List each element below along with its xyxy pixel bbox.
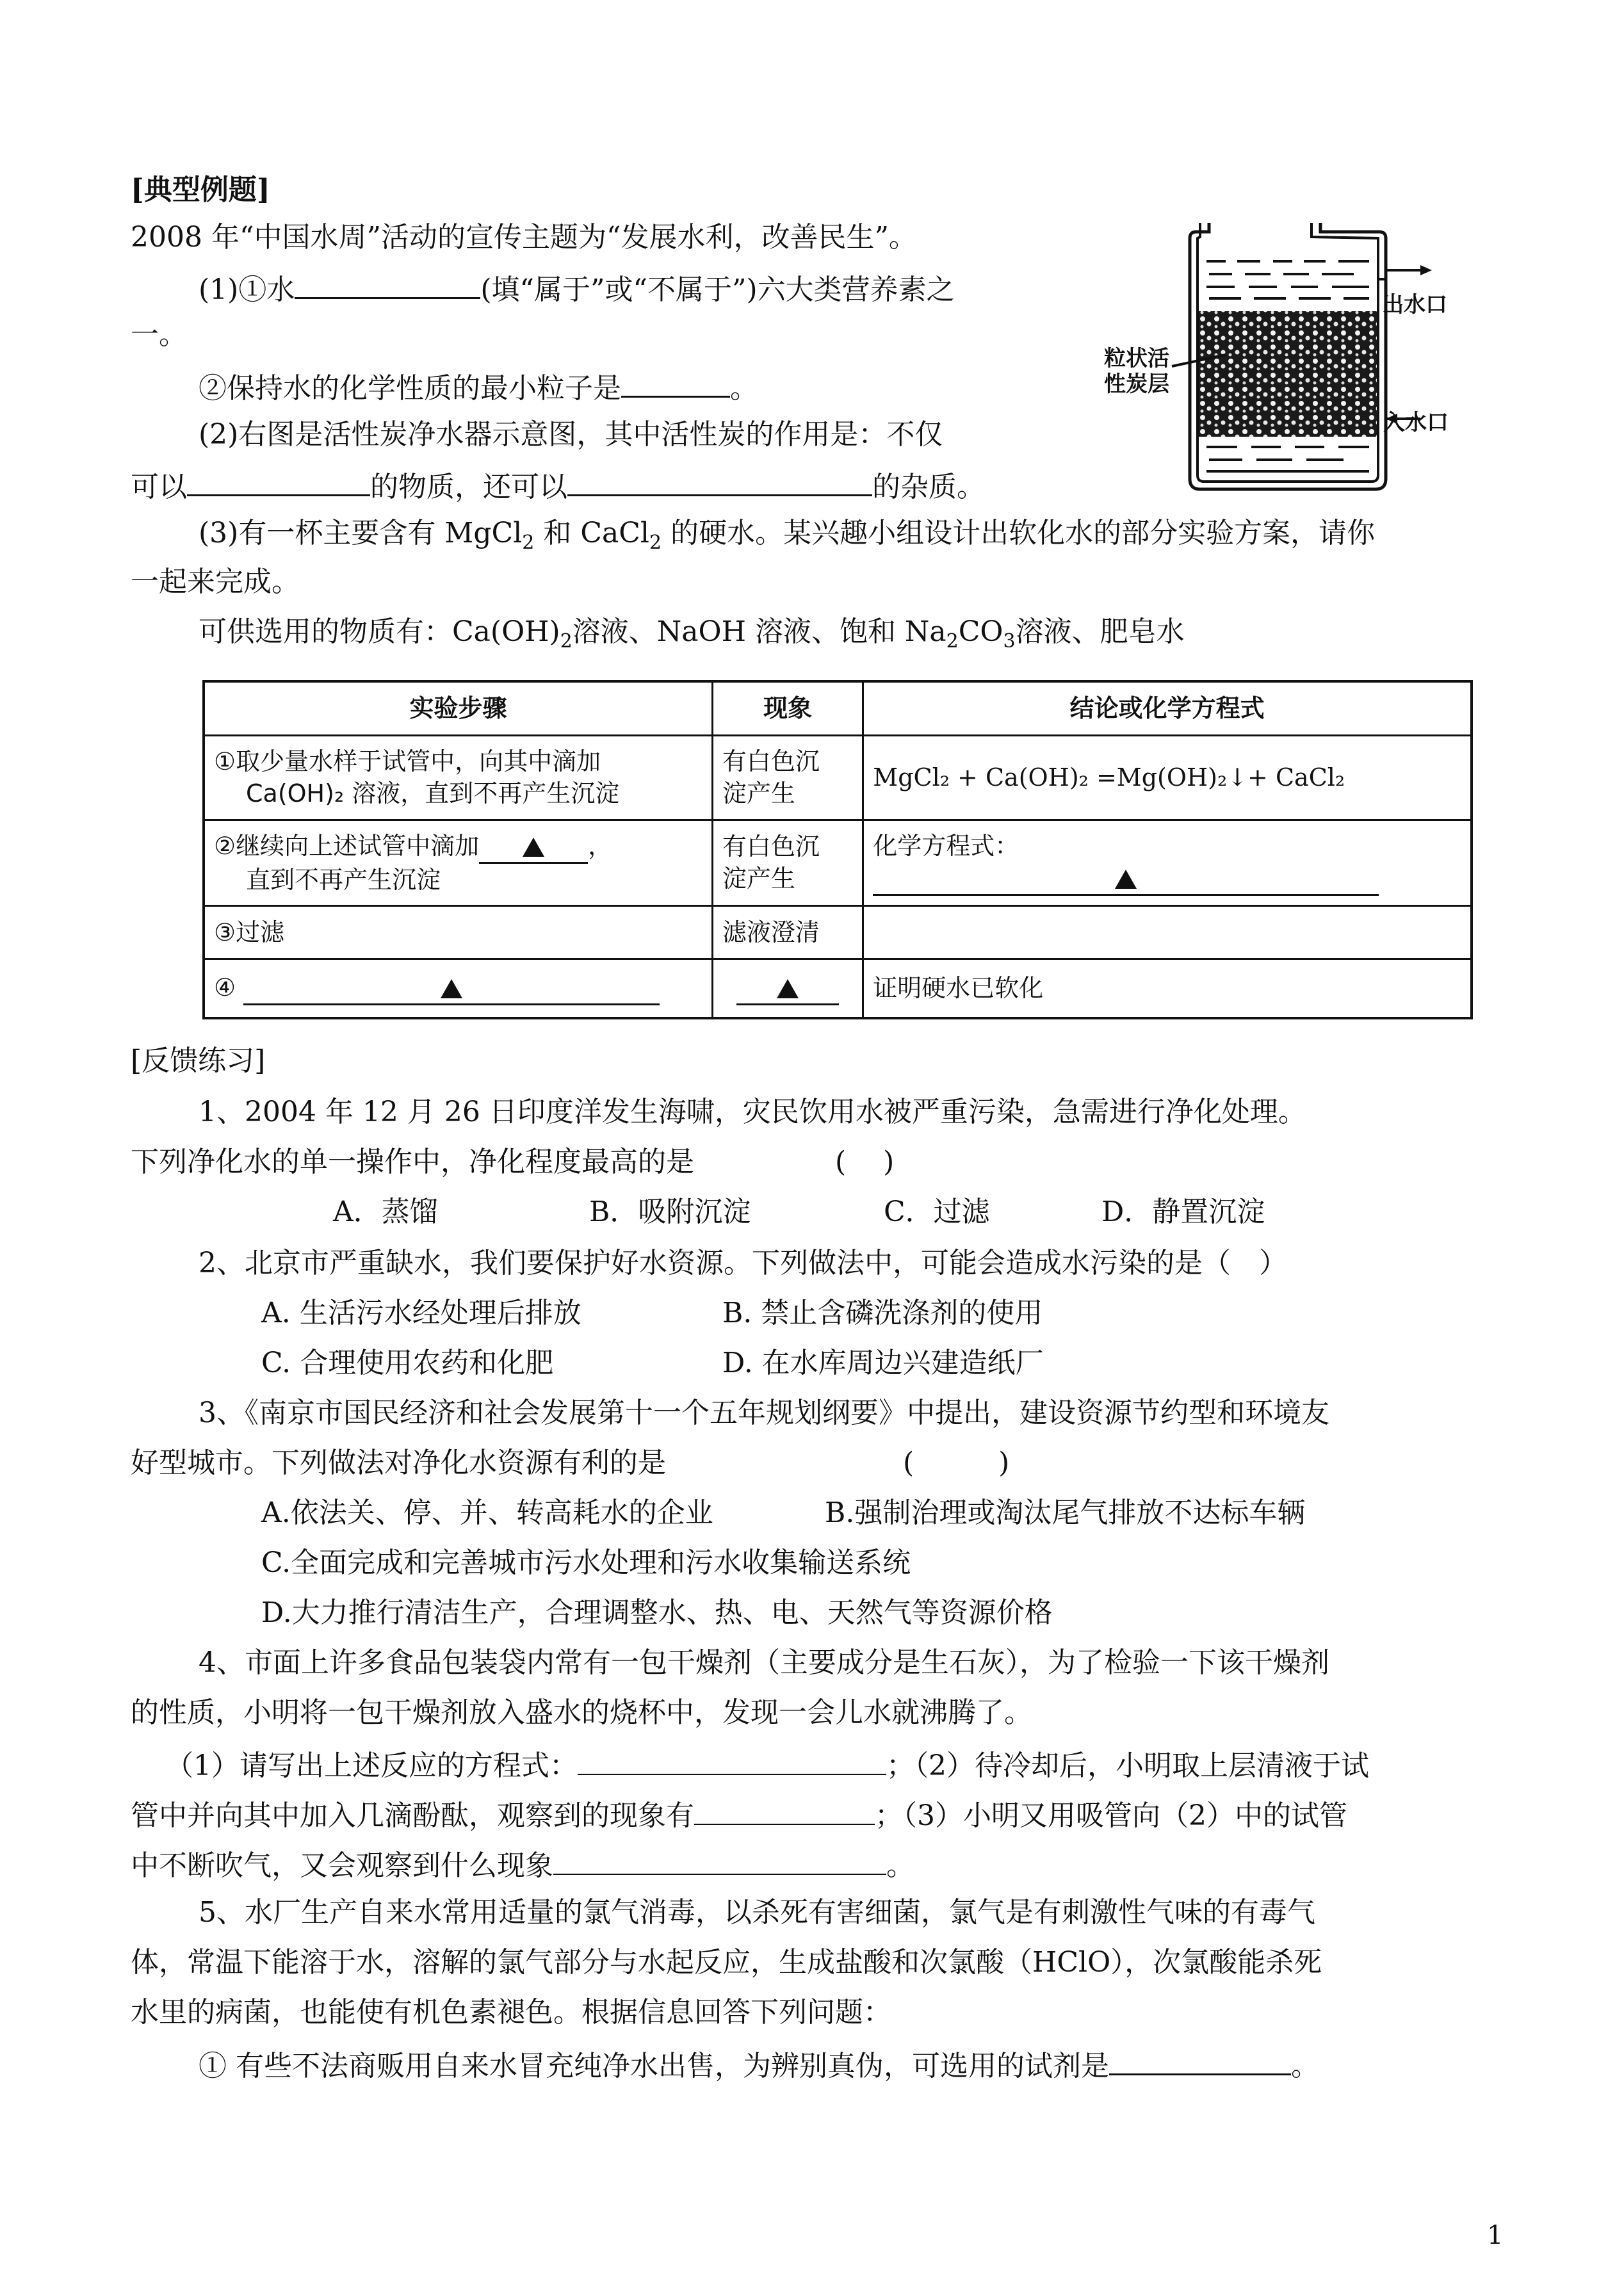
problem-1-options	[333, 1194, 1265, 1231]
p4-text-c: 管中并向其中加入几滴酚酞，观察到的现象有	[131, 1799, 694, 1832]
subscript: 3	[1003, 629, 1016, 653]
problem-3-line2	[131, 1445, 1009, 1482]
row2-phenomenon	[712, 820, 863, 905]
row1-phenomenon	[712, 735, 863, 820]
q2-text-c: 的杂质。	[872, 471, 985, 503]
section-title-example: [典型例题]	[131, 174, 270, 206]
q3-text-c: 的硬水。某兴趣小组设计出软化水的部分实验方案，请你	[662, 517, 1376, 549]
answer-blank	[621, 366, 730, 398]
row3-step: ③过滤	[204, 905, 712, 959]
answer-blank	[1109, 2044, 1291, 2075]
option-d: D．静置沉淀	[1101, 1196, 1265, 1228]
row1-step-line1: ①取少量水样于试管中，向其中滴加	[214, 747, 601, 776]
problem-1-line1: 1、2004 年 12 月 26 日印度洋发生海啸，灾民饮用水被严重污染，急需进行净化处理。	[199, 1096, 1306, 1128]
row1-step	[204, 735, 712, 820]
answer-blank	[187, 465, 370, 496]
p4-text-e: 中不断吹气，又会观察到什么现象	[131, 1849, 553, 1882]
row3-phenomenon: 滤液澄清	[712, 905, 863, 959]
diagram-label-layer	[1104, 346, 1169, 397]
page-number: 1	[1487, 2221, 1504, 2250]
problem-2-line1: 2、北京市严重缺水，我们要保护好水资源。下列做法中，可能会造成水污染的是（ ）	[199, 1247, 1287, 1279]
materials-a: 可供选用的物质有：Ca(OH)	[199, 615, 560, 648]
q2-text-b: 的物质，还可以	[370, 471, 567, 503]
option-c: C. 合理使用农药和化肥	[261, 1347, 554, 1379]
answer-blank	[694, 1794, 875, 1825]
triangle-icon	[1115, 870, 1137, 889]
row2-phen-line2: 淀产生	[722, 864, 795, 893]
problem-1-line2	[131, 1144, 894, 1181]
triangle-icon	[777, 979, 799, 998]
row1-step-line2: Ca(OH)₂ 溶液，直到不再产生沉淀	[246, 779, 620, 808]
answer-blank	[567, 465, 872, 496]
intro-text: 2008 年“中国水周”活动的宣传主题为“发展水利，改善民生”。	[131, 221, 917, 254]
row2-concl-label: 化学方程式：	[873, 831, 1019, 860]
section-title-feedback: [反馈练习]	[131, 1044, 266, 1077]
table-row	[204, 905, 1472, 959]
q3-text-a: (3)有一杯主要含有 MgCl	[199, 517, 523, 549]
header-phenomenon: 现象	[712, 681, 863, 735]
subscript: 2	[946, 629, 959, 653]
problem-4-line4	[131, 1794, 1347, 1835]
row4-phenomenon	[712, 959, 863, 1018]
problem-4-line5	[131, 1844, 914, 1885]
problem-5-line2: 体，常温下能溶于水，溶解的氯气部分与水起反应，生成盐酸和次氯酸（HClO），次氯酸能杀死	[131, 1946, 1322, 1979]
problem-5-line3: 水里的病菌，也能使有机色素褪色。根据信息回答下列问题：	[131, 1996, 891, 2029]
question-1a-cont: 一。	[131, 318, 187, 351]
option-b: B.强制治理或淘汰尾气排放不达标车辆	[825, 1496, 1306, 1529]
problem-5-line1: 5、水厂生产自来水常用适量的氯气消毒，以杀死有害细菌，氯气是有刺激性气味的有毒气	[199, 1896, 1315, 1929]
row1-phen-line2: 淀产生	[722, 779, 795, 808]
answer-blank	[479, 830, 588, 864]
row2-step-line1: ②继续向上述试管中滴加	[214, 831, 480, 860]
materials-c: CO	[958, 615, 1003, 648]
problem-4-line1: 4、市面上许多食品包装袋内常有一包干燥剂（主要成分是生石灰），为了检验一下该干燥剂	[199, 1646, 1329, 1679]
option-d: D. 在水库周边兴建造纸厂	[722, 1347, 1044, 1379]
row2-step-line2: 直到不再产生沉淀	[246, 865, 441, 894]
table-row	[204, 820, 1472, 905]
option-b: B．吸附沉淀	[589, 1196, 751, 1228]
diagram-label-layer-2: 性炭层	[1104, 371, 1169, 397]
answer-blank	[553, 1844, 886, 1875]
problem-4-line2: 的性质，小明将一包干燥剂放入盛水的烧杯中，发现一会儿水就沸腾了。	[131, 1696, 1032, 1729]
answer-blank	[873, 862, 1379, 896]
row2-step	[204, 820, 712, 905]
materials-b: 溶液、NaOH 溶液、饱和 Na	[572, 615, 946, 648]
q1b-prefix: ②保持水的化学性质的最小粒子是	[199, 372, 621, 405]
table-row	[204, 735, 1472, 820]
materials-text	[199, 613, 1185, 651]
answer-paren: ( )	[903, 1447, 1010, 1479]
p3-stem: 好型城市。下列做法对净化水资源有利的是	[131, 1447, 666, 1479]
q3-text-b: 和 CaCl	[534, 517, 649, 549]
p4-text-a: （1）请写出上述反应的方程式：	[165, 1749, 578, 1782]
option-c: C．过滤	[884, 1196, 990, 1228]
question-3-line1	[199, 515, 1375, 552]
header-step: 实验步骤	[204, 681, 712, 735]
row4-conclusion: 证明硬水已软化	[863, 959, 1472, 1018]
diagram-label-outlet: 出水口	[1382, 292, 1447, 318]
p5-q1-end: 。	[1290, 2050, 1319, 2082]
row1-conclusion: MgCl₂ + Ca(OH)₂ =Mg(OH)₂↓+ CaCl₂	[863, 735, 1472, 820]
answer-paren: ( )	[835, 1146, 895, 1178]
subscript: 2	[560, 629, 572, 653]
answer-blank	[243, 971, 660, 1005]
problem-3-options-1	[261, 1495, 1305, 1532]
table-row	[204, 959, 1472, 1018]
question-2-line2	[131, 465, 985, 506]
row2-step-line1-end: ，	[588, 831, 613, 860]
option-a: A．蒸馏	[333, 1196, 438, 1228]
diagram-label-layer-1: 粒状活	[1104, 346, 1169, 371]
p5-q1-text: ① 有些不法商贩用自来水冒充纯净水出售，为辨别真伪，可选用的试剂是	[199, 2050, 1109, 2082]
answer-blank	[578, 1744, 886, 1775]
diagram-label-inlet: 入水口	[1383, 410, 1449, 435]
row2-conclusion	[863, 820, 1472, 905]
question-1b	[199, 366, 758, 407]
answer-blank	[736, 971, 839, 1005]
materials-d: 溶液、肥皂水	[1015, 615, 1185, 648]
problem-3-option-d: D.大力推行清洁生产，合理调整水、热、电、天然气等资源价格	[261, 1596, 1053, 1629]
p4-text-d: ；（3）小明又用吸管向（2）中的试管	[875, 1799, 1347, 1832]
answer-blank	[295, 268, 480, 299]
triangle-icon	[441, 979, 462, 998]
q1b-suffix: 。	[730, 372, 758, 405]
header-conclusion: 结论或化学方程式	[863, 681, 1472, 735]
question-2-line1: (2)右图是活性炭净水器示意图，其中活性炭的作用是：不仅	[199, 418, 943, 451]
problem-2-options-2	[261, 1345, 1044, 1382]
row4-step-label: ④	[214, 973, 236, 1002]
subscript: 2	[522, 531, 535, 554]
problem-5-q1	[199, 2044, 1319, 2085]
problem-3-line1: 3、《南京市国民经济和社会发展第十一个五年规划纲要》中提出，建设资源节约型和环境友	[199, 1397, 1329, 1429]
question-3-line2: 一起来完成。	[131, 565, 300, 598]
triangle-icon	[523, 838, 544, 857]
subscript: 2	[649, 531, 662, 554]
row1-phen-line1: 有白色沉	[722, 747, 820, 776]
experiment-table	[202, 680, 1473, 1019]
row4-step	[204, 959, 712, 1018]
option-a: A.依法关、停、并、转高耗水的企业	[261, 1496, 713, 1529]
row2-phen-line1: 有白色沉	[722, 832, 820, 861]
problem-3-option-c: C.全面完成和完善城市污水处理和污水收集输送系统	[261, 1546, 911, 1579]
row3-conclusion	[863, 905, 1472, 959]
q1-prefix: (1)①水	[199, 273, 295, 306]
problem-2-options-1	[261, 1295, 1043, 1332]
q1-suffix: (填“属于”或“不属于”)六大类营养素之	[480, 273, 955, 306]
p1-stem: 下列净化水的单一操作中，净化程度最高的是	[131, 1146, 694, 1178]
p4-text-f: 。	[886, 1849, 914, 1882]
option-b: B. 禁止含磷洗涤剂的使用	[722, 1297, 1043, 1329]
p4-text-b: ；（2）待冷却后，小明取上层清液于试	[886, 1749, 1369, 1782]
q2-text-a: 可以	[131, 471, 187, 503]
table-header-row	[204, 681, 1472, 735]
option-a: A. 生活污水经处理后排放	[261, 1297, 581, 1329]
question-1a	[199, 268, 955, 309]
problem-4-line3	[165, 1744, 1369, 1785]
